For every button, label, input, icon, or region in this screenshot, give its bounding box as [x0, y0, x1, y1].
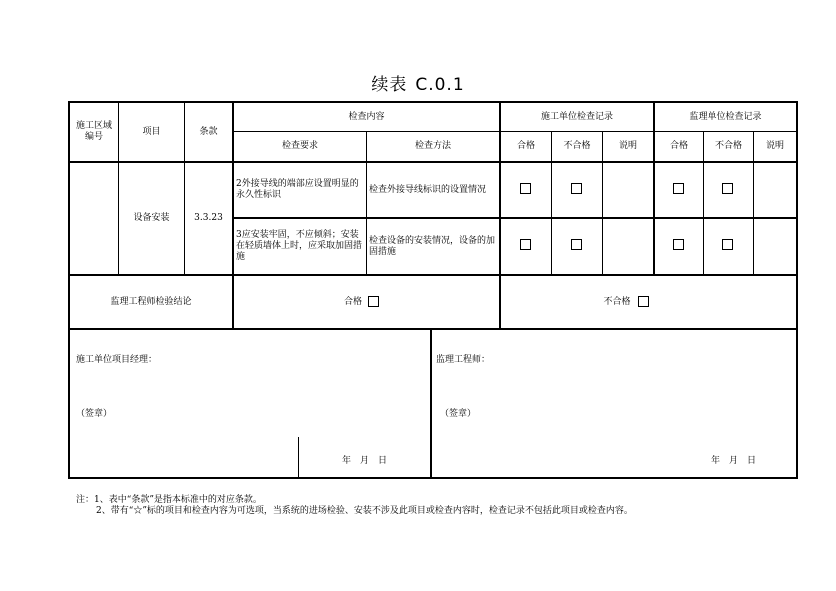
conclusion-pass-checkbox[interactable]: [368, 296, 379, 307]
note-2: 2、带有“☆”标的项目和检查内容为可选项，当系统的进场检验、安装不涉及此项目或检查内容时，检查记录不包括此项目或检查内容。: [96, 506, 633, 516]
page-title: [0, 70, 836, 95]
supervision-seal-label: （签章）: [440, 409, 477, 419]
header-supervision-remark: 说明: [765, 141, 784, 151]
conclusion-label: 监理工程师检验结论: [110, 296, 192, 307]
conclusion-pass-label: 合格: [343, 296, 362, 307]
header-construction-remark: 说明: [618, 141, 637, 151]
row2-supervision-fail-checkbox[interactable]: [722, 239, 733, 250]
conclusion-fail-label: 不合格: [603, 296, 631, 307]
construction-seal-label: （签章）: [76, 409, 113, 419]
header-supervision-fail: 不合格: [714, 141, 742, 151]
construction-manager-label: 施工单位项目经理：: [76, 355, 158, 365]
header-clause: 条款: [199, 126, 218, 137]
header-requirement: 检查要求: [281, 141, 318, 151]
title-code: C.0.1: [415, 75, 465, 95]
construction-date-label: 年 月 日: [342, 456, 388, 466]
row1-construction-pass-checkbox[interactable]: [520, 183, 531, 194]
header-construction-fail: 不合格: [563, 141, 591, 151]
row1-supervision-fail-checkbox[interactable]: [722, 183, 733, 194]
header-area-code: 施工区域 编号: [75, 121, 112, 142]
row2-method: 检查设备的安装情况，设备的加固措施: [369, 235, 496, 257]
header-inspection-content: 检查内容: [348, 111, 385, 122]
header-supervision-record: 监理单位检查记录: [689, 111, 762, 122]
supervision-engineer-label: 监理工程师：: [436, 355, 491, 365]
note-1: 注：1、表中“条款”是指本标准中的对应条款。: [76, 495, 262, 505]
header-supervision-pass: 合格: [669, 141, 688, 151]
header-method: 检查方法: [414, 141, 451, 151]
notes: [76, 495, 633, 517]
row2-requirement: 3应安装牢固，不应倾斜；安装在轻质墙体上时，应采取加固措施: [236, 230, 363, 262]
supervision-date-label: 年 月 日: [711, 456, 757, 466]
row1-requirement: 2外接导线的端部应设置明显的永久性标识: [236, 179, 359, 200]
group-item: 设备安装: [133, 213, 170, 223]
group-clause: 3.3.23: [194, 213, 223, 223]
row2-construction-pass-checkbox[interactable]: [520, 239, 531, 250]
row1-construction-fail-checkbox[interactable]: [571, 183, 582, 194]
row1-supervision-pass-checkbox[interactable]: [673, 183, 684, 194]
row2-construction-fail-checkbox[interactable]: [571, 239, 582, 250]
conclusion-fail-checkbox[interactable]: [638, 296, 649, 307]
header-construction-pass: 合格: [516, 141, 535, 151]
header-item: 项目: [142, 126, 161, 137]
header-construction-record: 施工单位检查记录: [540, 111, 613, 122]
title-main: 续表: [371, 75, 408, 95]
row1-method: 检查外接导线标识的设置情况: [369, 184, 487, 195]
row2-supervision-pass-checkbox[interactable]: [673, 239, 684, 250]
